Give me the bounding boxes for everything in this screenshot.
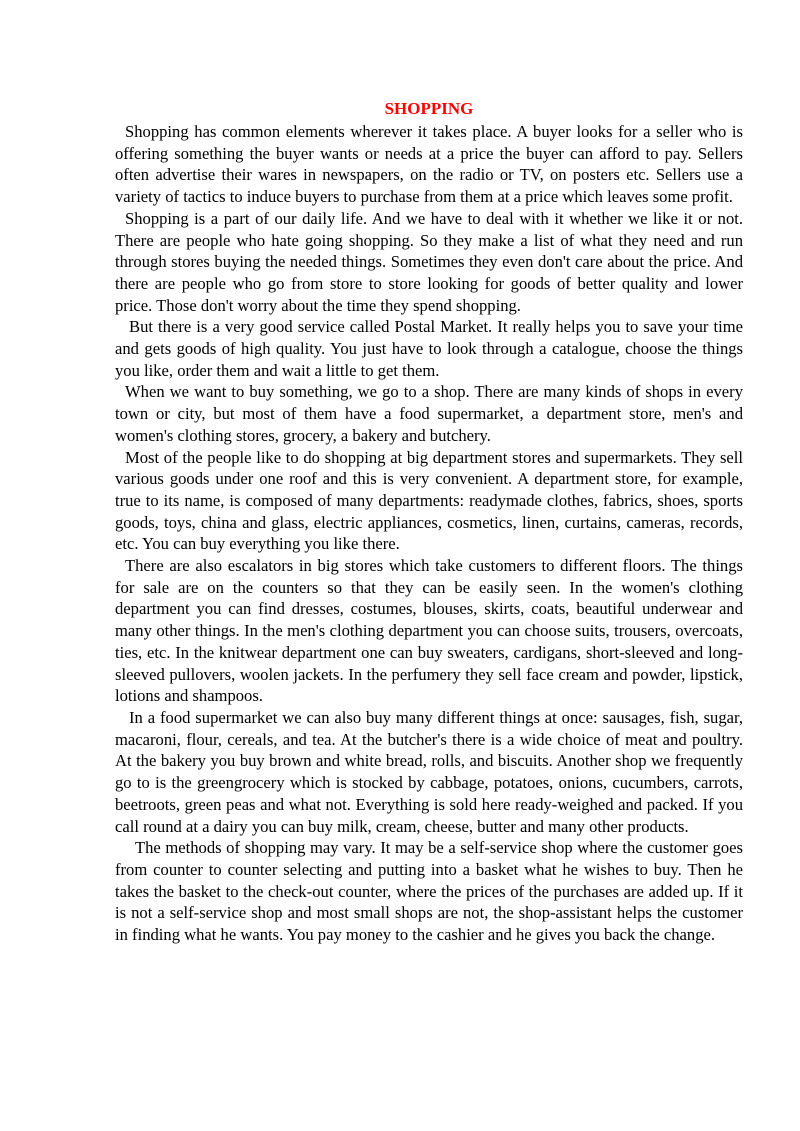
paragraph-4: When we want to buy something, we go to a shop. There are many kinds of shops in every town or city, but most of them have a food supermarket, a department store, men's and women's clothing stores, grocery, a bakery and butchery.: [115, 382, 743, 445]
paragraph-7: In a food supermarket we can also buy many different things at once: sausages, fish, sugar, macaroni, flour, cereals, and tea. At the butcher's there is a wide choice of meat and poultry. At the bakery you buy brown and white bread, rolls, and biscuits. Another shop we frequently go to is the greengrocery which is stocked by cabbage, potatoes, onions, cucumbers, carrots, beetroots, green peas and what not. Everything is sold here ready-weighed and packed. If you call round at a dairy you can buy milk, cream, cheese, butter and many other products.: [115, 707, 743, 836]
paragraph-5: Most of the people like to do shopping at big department stores and supermarkets. They sell various goods under one roof and this is very convenient. A department store, for example, true to its name, is composed of many departments: readymade clothes, fabrics, shoes, sports goods, toys, china and glass, electric appliances, cosmetics, linen, curtains, cameras, records, etc. You can buy everything you like there.: [115, 447, 743, 554]
paragraph-6: There are also escalators in big stores which take customers to different floors. The things for sale are on the counters so that they can be easily seen. In the women's clothing department you can find dresses, costumes, blouses, skirts, coats, beautiful underwear and many other things. In the men's clothing department you can choose suits, trousers, overcoats, ties, etc. In the knitwear department one can buy sweaters, cardigans, short-sleeved and long-sleeved pullovers, woolen jackets. In the perfumery they sell face cream and powder, lipstick, lotions and shampoos.: [115, 556, 743, 706]
paragraph-8: The methods of shopping may vary. It may be a self-service shop where the customer goes from counter to counter selecting and putting into a basket what he wishes to buy. Then he takes the basket to the check-out counter, where the prices of the purchases are added up. If it is not a self-service shop and most small shops are not, the shop-assistant helps the customer in finding what he wants. You pay money to the cashier and he gives you back the change.: [115, 838, 743, 945]
paragraph-1: Shopping has common elements wherever it takes place. A buyer looks for a seller who is offering something the buyer wants or needs at a price the buyer can afford to pay. Sellers often advertise their wares in newspapers, on the radio or TV, on posters etc. Sellers use a variety of tactics to induce buyers to purchase from them at a price which leaves some profit.: [115, 122, 743, 207]
paragraph-2: Shopping is a part of our daily life. And we have to deal with it whether we like it or not. There are people who hate going shopping. So they make a list of what they need and run through stores buying the needed things. Sometimes they even don't care about the price. And there are people who go from store to store looking for goods of better quality and lower price. Those don't worry about the time they spend shopping.: [115, 208, 743, 315]
document-title: SHOPPING: [384, 99, 474, 118]
paragraph-3: But there is a very good service called Postal Market. It really helps you to save your time and gets goods of high quality. You just have to look through a catalogue, choose the things you like, order them and wait a little to get them.: [115, 317, 743, 380]
document-page: [115, 96, 743, 946]
